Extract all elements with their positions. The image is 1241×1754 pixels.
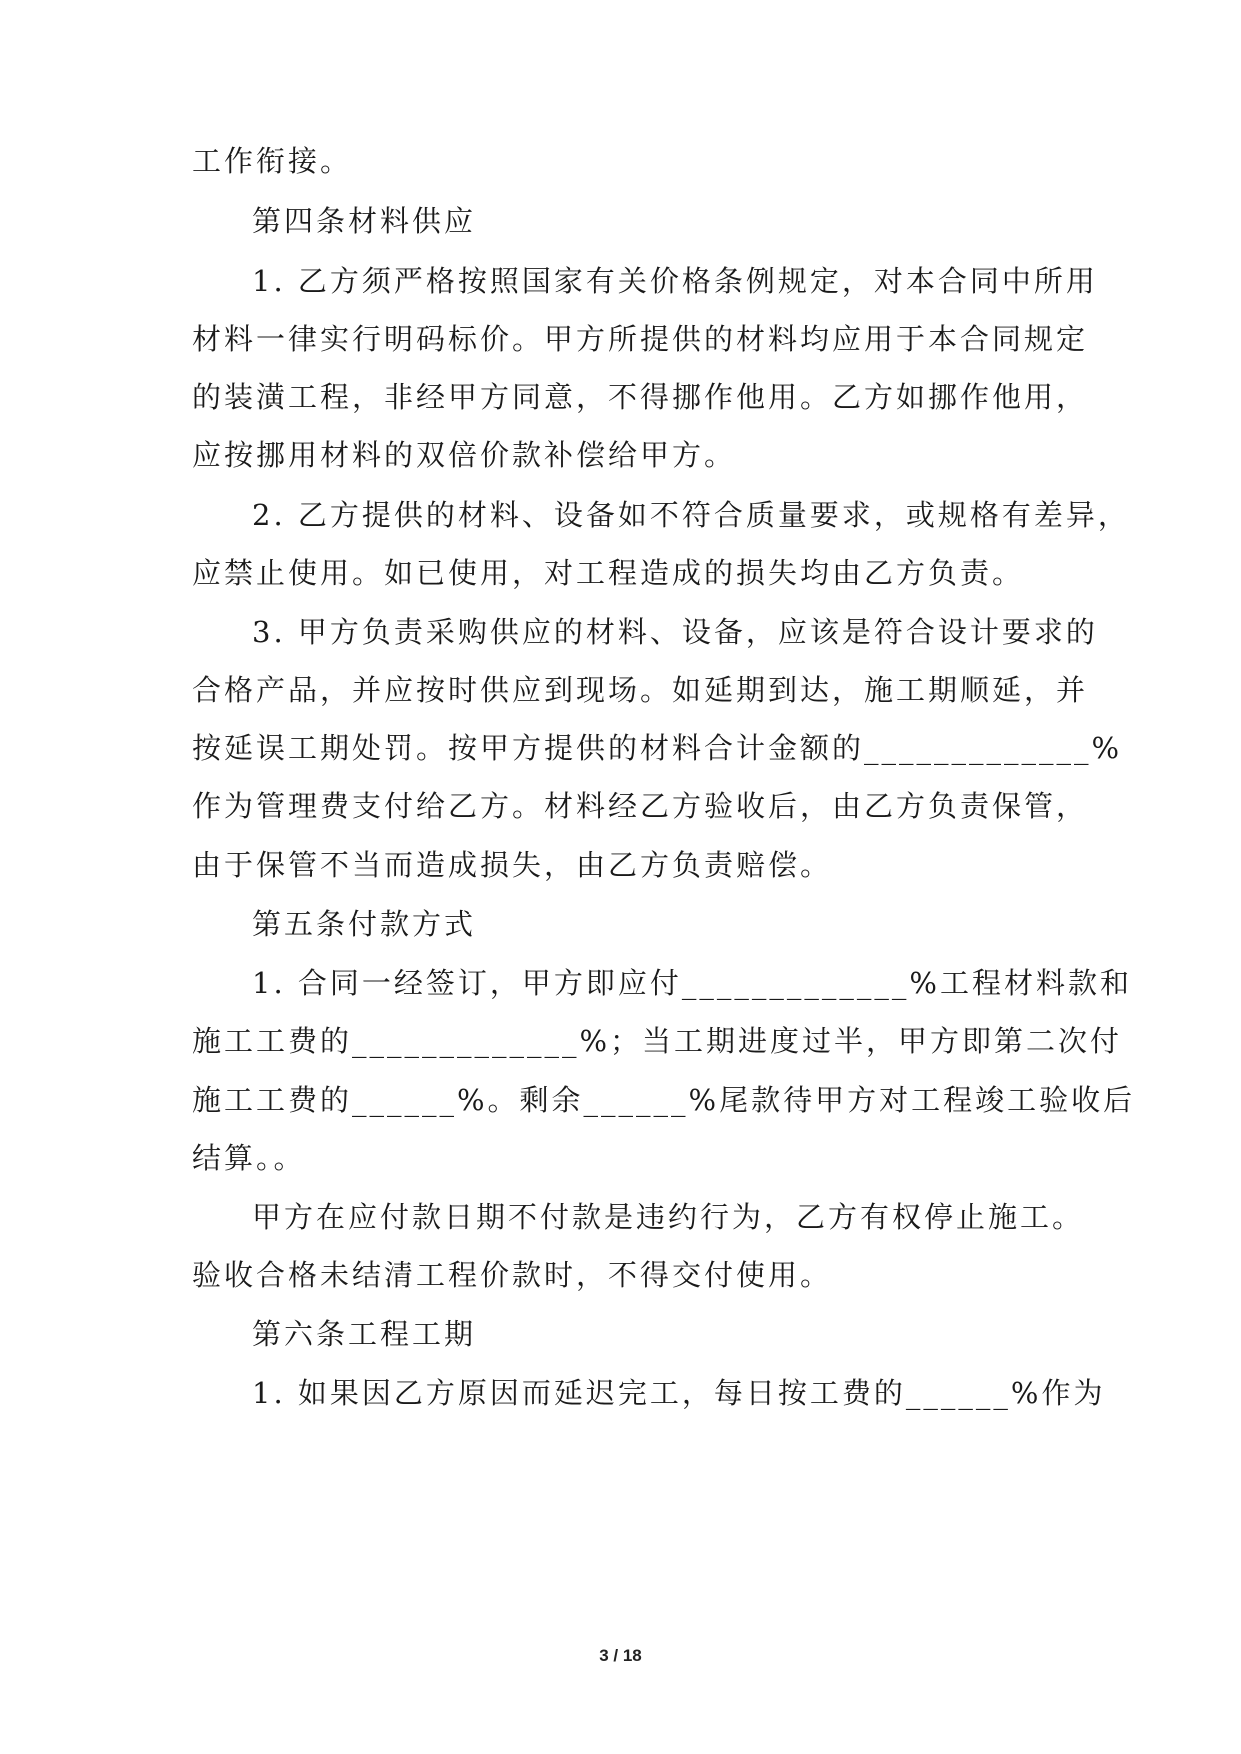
section-heading-article-6: 第六条工程工期: [252, 1317, 477, 1351]
paragraph-line: 工作衔接。: [192, 144, 353, 178]
paragraph-line: 应禁止使用。如已使用，对工程造成的损失均由乙方负责。: [192, 556, 1025, 590]
paragraph-line: 施工工费的_____________%；当工期进度过半，甲方即第二次付: [192, 1024, 1123, 1058]
paragraph-line: 应按挪用材料的双倍价款补偿给甲方。: [192, 438, 737, 472]
section-heading-article-4: 第四条材料供应: [252, 204, 477, 238]
paragraph-line: 1. 乙方须严格按照国家有关价格条例规定，对本合同中所用: [252, 264, 1098, 298]
paragraph-line: 施工工费的______%。剩余______%尾款待甲方对工程竣工验收后: [192, 1083, 1136, 1117]
paragraph-line: 的装潢工程，非经甲方同意，不得挪作他用。乙方如挪作他用，: [192, 380, 1089, 414]
paragraph-line: 作为管理费支付给乙方。材料经乙方验收后，由乙方负责保管，: [192, 789, 1089, 823]
paragraph-line: 1. 如果因乙方原因而延迟完工，每日按工费的______%作为: [252, 1376, 1106, 1410]
paragraph-line: 结算。。: [192, 1141, 306, 1175]
paragraph-line: 3. 甲方负责采购供应的材料、设备，应该是符合设计要求的: [252, 615, 1098, 649]
paragraph-line: 甲方在应付款日期不付款是违约行为，乙方有权停止施工。: [252, 1200, 1085, 1234]
paragraph-line: 验收合格未结清工程价款时，不得交付使用。: [192, 1258, 833, 1292]
paragraph-line: 1. 合同一经签订，甲方即应付_____________%工程材料款和: [252, 966, 1132, 1000]
paragraph-line: 由于保管不当而造成损失，由乙方负责赔偿。: [192, 848, 833, 882]
paragraph-line: 合格产品，并应按时供应到现场。如延期到达，施工期顺延，并: [192, 673, 1089, 707]
page-number: 3 / 18: [599, 1646, 642, 1665]
section-heading-article-5: 第五条付款方式: [252, 907, 477, 941]
paragraph-line: 材料一律实行明码标价。甲方所提供的材料均应用于本合同规定: [192, 322, 1089, 356]
paragraph-line: 按延误工期处罚。按甲方提供的材料合计金额的_____________%: [192, 731, 1123, 765]
paragraph-line: 2. 乙方提供的材料、设备如不符合质量要求，或规格有差异，: [252, 498, 1130, 532]
